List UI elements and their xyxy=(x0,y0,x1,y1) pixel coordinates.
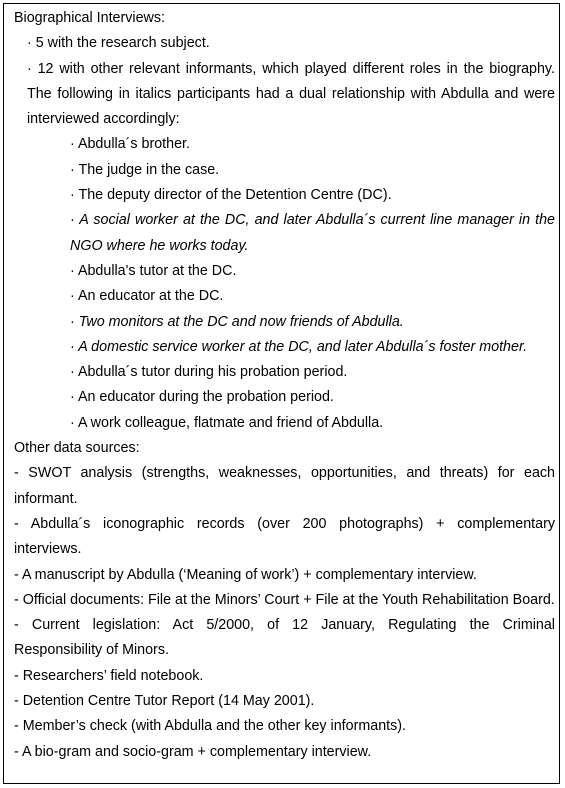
informant-item: · Abdulla's tutor at the DC. xyxy=(70,262,237,279)
source-item: - Abdulla´s iconographic records (over 200 photographs) + complementary interviews. xyxy=(14,515,555,558)
informant-item: · A work colleague, flatmate and friend of Abdulla. xyxy=(70,414,384,431)
informant-list xyxy=(14,132,555,436)
biographical-item: · 5 with the research subject. xyxy=(27,35,210,52)
informant-item: · The deputy director of the Detention Centre (DC). xyxy=(70,187,392,204)
informant-item: · An educator during the probation period. xyxy=(70,389,334,406)
informant-item: · Two monitors at the DC and now friends of Abdulla. xyxy=(70,313,404,330)
data-sources-table xyxy=(3,3,560,784)
table-content xyxy=(14,6,555,765)
informant-item: · An educator at the DC. xyxy=(70,288,224,305)
biographical-heading: Biographical Interviews: xyxy=(14,10,165,26)
informant-item: · A domestic service worker at the DC, and later Abdulla´s foster mother. xyxy=(70,338,528,355)
informant-item: · The judge in the case. xyxy=(70,161,220,178)
source-item: - Member’s check (with Abdulla and the other key informants). xyxy=(14,718,407,735)
source-item: - A manuscript by Abdulla (‘Meaning of work’) + complementary interview. xyxy=(14,566,477,583)
informant-item: · Abdulla´s tutor during his probation period. xyxy=(70,364,348,381)
source-item: - Current legislation: Act 5/2000, of 12 January, Regulating the Criminal Responsibility of Minors. xyxy=(14,617,555,659)
source-item: - SWOT analysis (strengths, weaknesses, opportunities, and threats) for each informant. xyxy=(14,465,555,507)
source-item: - Official documents: File at the Minors’ Court + File at the Youth Rehabilitation Board. xyxy=(14,591,555,608)
source-item: - Researchers’ field notebook. xyxy=(14,667,204,684)
informant-item: · Abdulla´s brother. xyxy=(70,136,191,153)
informant-item: · A social worker at the DC, and later Abdulla´s current line manager in the NGO where he works today. xyxy=(70,212,555,254)
source-item: - A bio-gram and socio-gram + complementary interview. xyxy=(14,743,372,760)
source-item: - Detention Centre Tutor Report (14 May 2001). xyxy=(14,693,315,710)
other-sources-heading: Other data sources: xyxy=(14,440,140,457)
biographical-item: · 12 with other relevant informants, which played different roles in the biography. The following in italics participants had a dual relationship with Abdulla and were interviewed accordingly: xyxy=(27,60,555,128)
